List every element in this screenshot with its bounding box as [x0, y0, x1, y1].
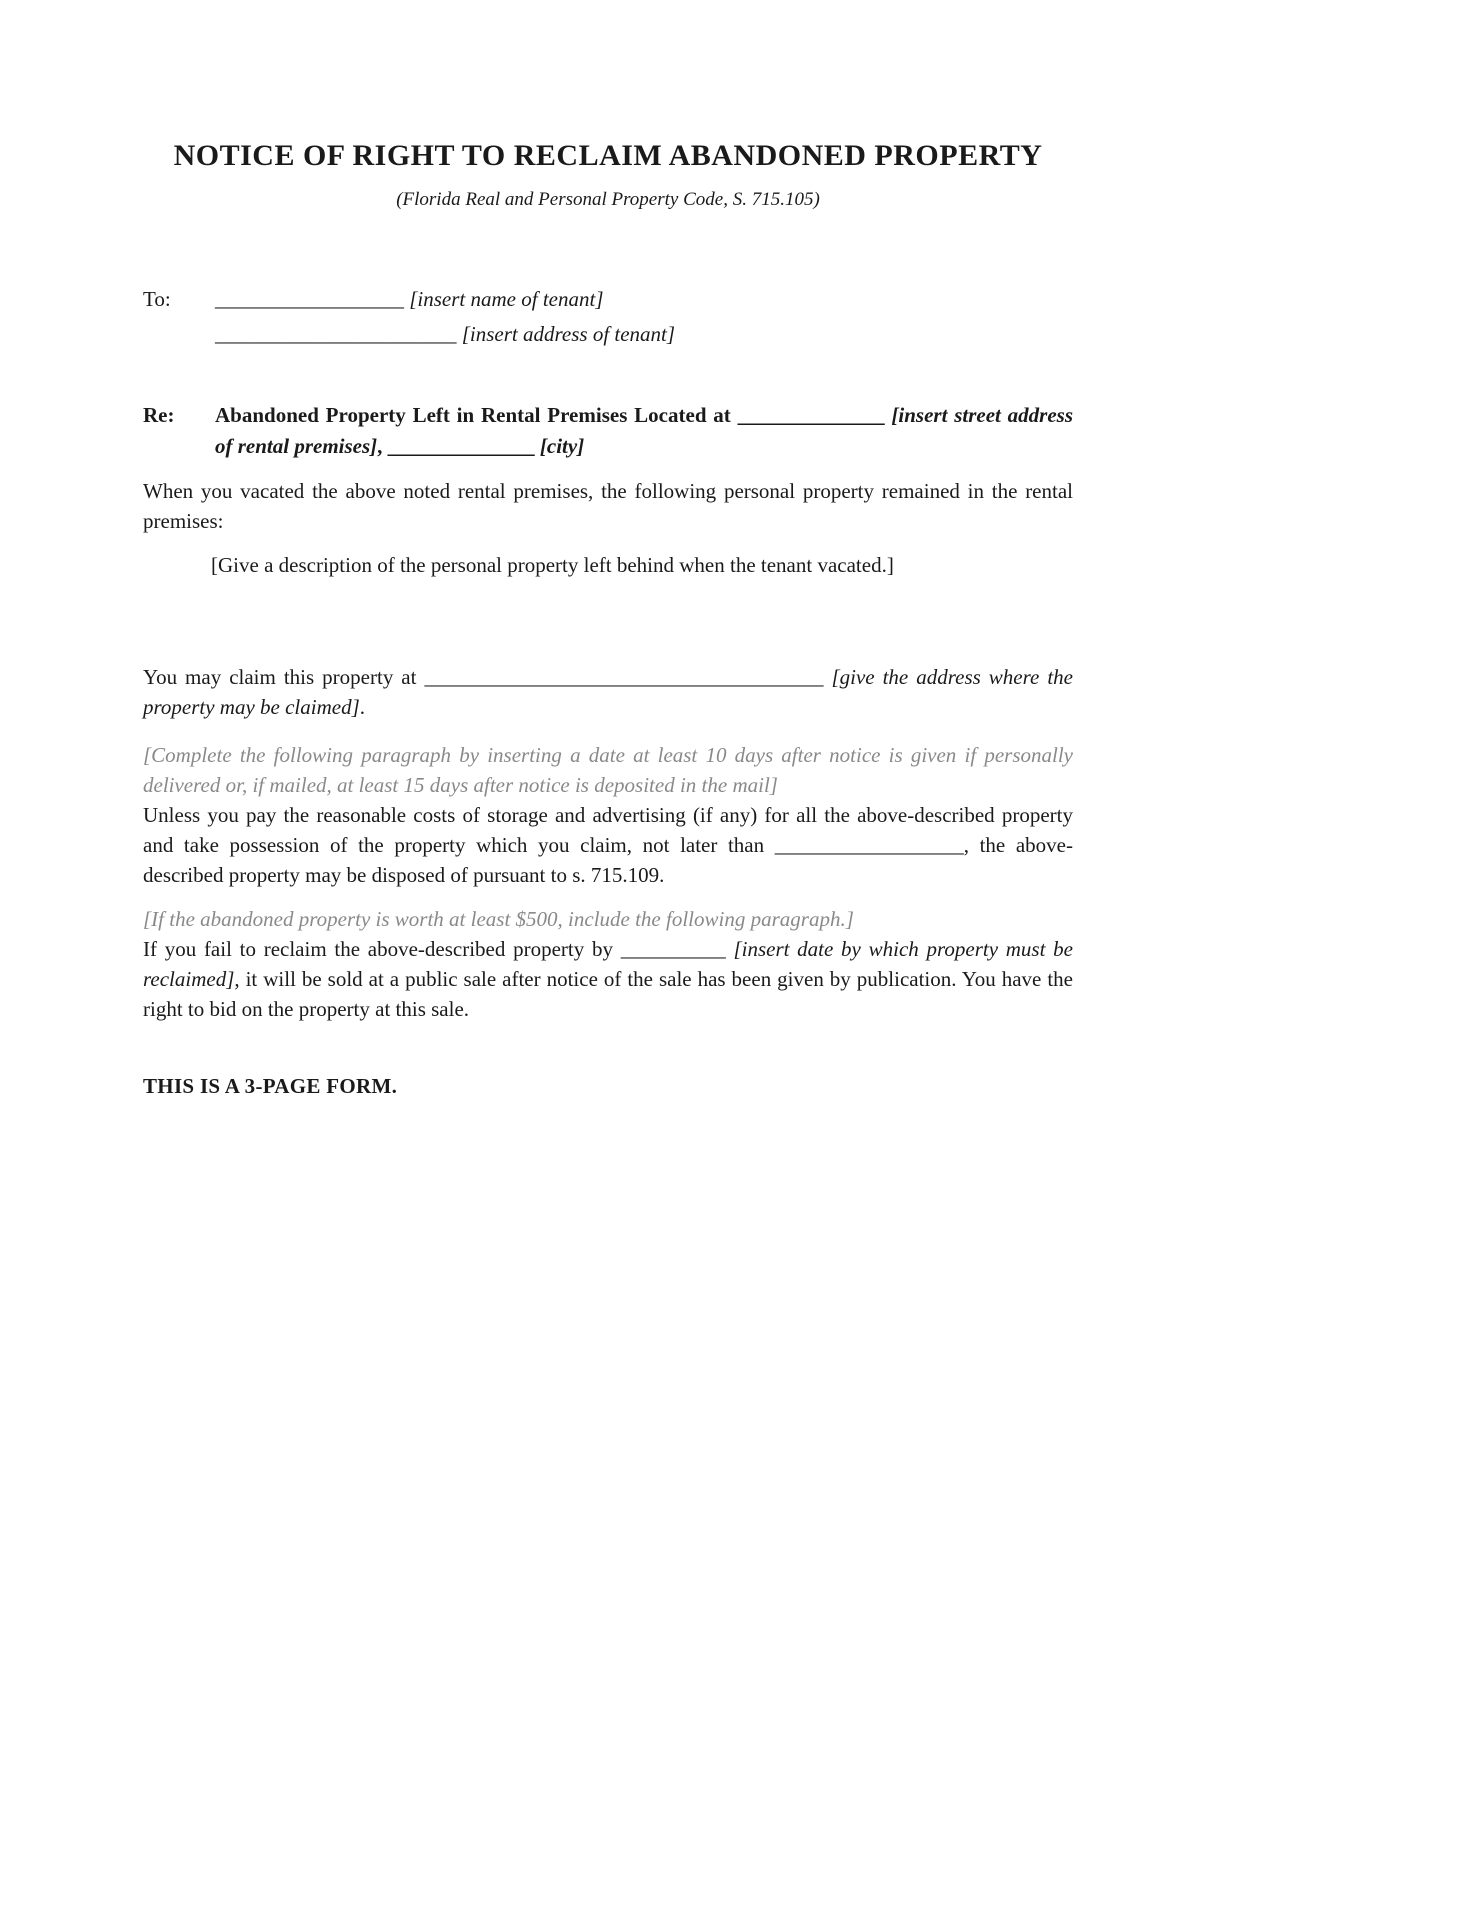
- paragraph-fail-to-reclaim: If you fail to reclaim the above-described property by __________ [insert date by which property must be reclaimed], it will be sold at a public sale after notice of the sale has been given by publication. You have the right to bid on the property at this sale.: [143, 937, 1073, 1021]
- re-block: [143, 400, 1073, 462]
- re-label: Re:: [143, 403, 175, 427]
- statute-subtitle: (Florida Real and Personal Property Code, S. 715.105): [396, 189, 820, 210]
- form-page-count-note: THIS IS A 3-PAGE FORM.: [143, 1074, 398, 1098]
- instruction-complete-paragraph: [Complete the following paragraph by inserting a date at least 10 days after notice is given if personally delivered or, if mailed, at least 15 days after notice is deposited in the mail]: [143, 743, 1073, 797]
- to-block: [143, 282, 1073, 352]
- paragraph-storage-costs: Unless you pay the reasonable costs of storage and advertising (if any) for all the above-described property and take possession of the property which you claim, not later than __________________, the above-described property may be disposed of pursuant to s. 715.109.: [143, 803, 1073, 887]
- paragraph-claim-property: You may claim this property at ______________________________________ [give the address where the property may be claimed].: [143, 665, 1073, 719]
- to-label: To:: [143, 287, 171, 311]
- page-title: NOTICE OF RIGHT TO RECLAIM ABANDONED PROPERTY: [173, 139, 1043, 172]
- instruction-500-value-paragraph: [If the abandoned property is worth at least $500, include the following paragraph.]: [143, 907, 854, 931]
- tenant-address-line: _______________________ [insert address of tenant]: [215, 322, 676, 346]
- to-body: [215, 282, 1073, 352]
- re-subject-line: Abandoned Property Left in Rental Premises Located at ______________ [insert street address of rental premises], ______________ [city]: [215, 403, 1074, 458]
- paragraph-vacated-premises: When you vacated the above noted rental premises, the following personal property remained in the rental premises:: [143, 479, 1073, 533]
- property-description-placeholder: [Give a description of the personal property left behind when the tenant vacated.]: [211, 553, 894, 577]
- tenant-name-line: __________________ [insert name of tenant]: [215, 287, 604, 311]
